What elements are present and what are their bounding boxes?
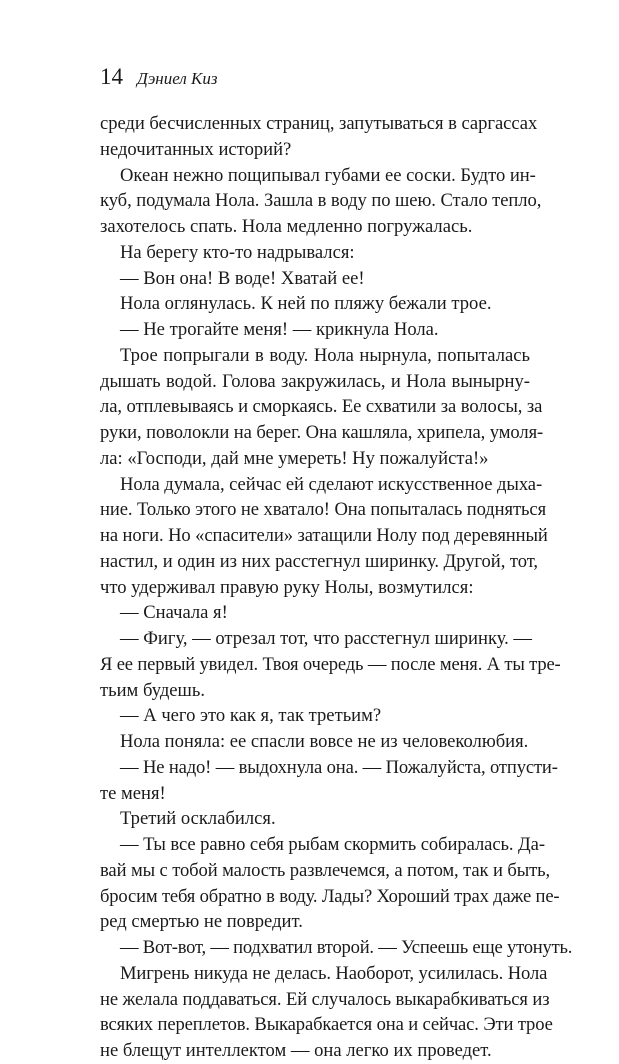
text-line: На берегу кто-то надрывался: [120,241,355,263]
text-line: Океан нежно пощипывал губами ее соски. Будто ин- [120,164,536,186]
text-line: — Сначала я! [120,602,228,624]
text-line: настил, и один из них расстегнул ширинку. Другой, тот, [100,550,539,572]
text-line: тьим будешь. [100,679,206,701]
text-line: — А чего это как я, так третьим? [120,705,382,727]
text-line: Нола оглянулась. К ней по пляжу бежали трое. [120,293,492,315]
text-line: всяких переплетов. Выкарабкается она и сейчас. Эти трое [100,1014,553,1036]
body-text [100,111,573,1064]
page-number: 14 [100,64,123,89]
text-line: — Вот-вот, — подхватил второй. — Успеешь еще утонуть. [120,937,573,958]
text-line: ла: «Господи, дай мне умереть! Ну пожалуйста!» [100,447,489,469]
text-line: среди бесчисленных страниц, запутываться в саргассах [100,113,538,134]
text-line: руки, поволокли на берег. Она кашляла, хрипела, умоля- [100,422,544,443]
running-head-author: Дэниел Киз [137,69,218,88]
text-line: ние. Только этого не хватало! Она попыталась подняться [100,499,547,521]
text-line: — Ты все равно себя рыбам скормить собиралась. Да- [120,834,545,855]
text-line: — Вон она! В воде! Хватай ее! [120,267,365,289]
text-line: Мигрень никуда не делась. Наоборот, усилилась. Нола [120,962,548,984]
text-line: недочитанных историй? [100,138,292,160]
text-line: те меня! [100,782,166,804]
text-line: на ноги. Но «спасители» затащили Нолу под деревянный [100,525,548,546]
text-line: — Не надо! — выдохнула она. — Пожалуйста, отпусти- [120,756,558,778]
text-line: ла, отплевываясь и сморкаясь. Ее схватили за волосы, за [100,396,543,418]
text-line: — Фигу, — отрезал тот, что расстегнул ширинку. — [120,628,532,649]
text-line: не желала поддаваться. Ей случалось выкарабкиваться из [100,988,550,1010]
text-line: куб, подумала Нола. Зашла в воду по шею. Стало тепло, [100,190,542,212]
text-line: что удерживал правую руку Нолы, возмутился: [100,576,474,598]
text-line: не блещут интеллектом — она легко их проведет. [100,1040,492,1061]
text-line: — Не трогайте меня! — крикнула Нола. [120,319,439,340]
text-line: Трое попрыгали в воду. Нола нырнула, попыталась [120,344,530,366]
text-line: дышать водой. Голова закружилась, и Нола вынырну- [100,370,530,392]
text-line: Нола думала, сейчас ей сделают искусственное дыха- [120,473,543,495]
text-line: Нола поняла: ее спасли вовсе не из человеколюбия. [120,731,529,752]
text-line: Третий осклабился. [120,808,276,830]
text-line: ред смертью не повредит. [100,911,303,933]
text-line: вай мы с тобой малость развлечемся, а потом, так и быть, [100,859,551,881]
text-line: бросим тебя обратно в воду. Лады? Хороший трах даже пе- [100,885,560,907]
text-line: Я ее первый увидел. Твоя очередь — после меня. А ты тре- [100,653,561,675]
page-header [100,64,217,92]
text-line: захотелось спать. Нола медленно погружалась. [100,216,473,237]
